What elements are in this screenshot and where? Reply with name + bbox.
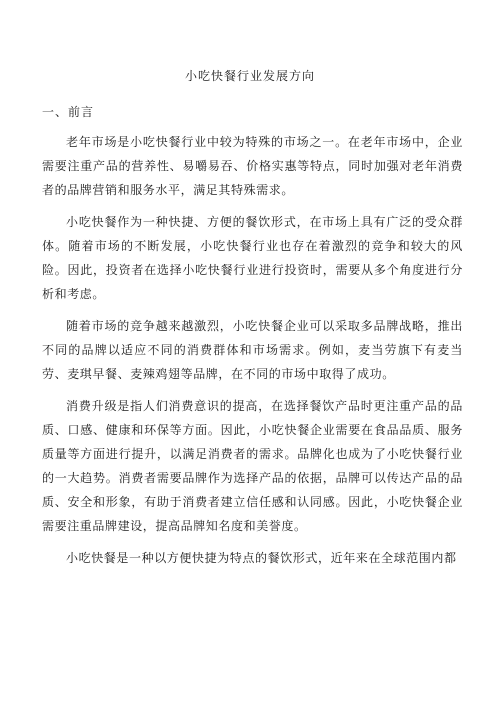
section-heading: 一、前言 — [42, 105, 95, 119]
paragraph: 老年市场是小吃快餐行业中较为特殊的市场之一。在老年市场中，企业需要注重产品的营养性、易嚼易吞、价格实惠等特点，同时加强对老年消费者的品牌营销和服务水平，满足其特殊需求。 — [42, 135, 463, 197]
paragraph: 小吃快餐是一种以方便快捷为特点的餐饮形式，近年来在全球范围内都 — [66, 551, 457, 565]
paragraph: 随着市场的竞争越来越激烈，小吃快餐企业可以采取多品牌战略，推出不同的品牌以适应不同的消费群体和市场需求。例如，麦当劳旗下有麦当劳、麦琪早餐、麦辣鸡翅等品牌，在不同的市场中取得了成功。 — [42, 319, 463, 381]
document-body — [42, 130, 463, 578]
paragraph: 小吃快餐作为一种快捷、方便的餐饮形式，在市场上具有广泛的受众群体。随着市场的不断发展，小吃快餐行业也存在着激烈的竞争和较大的风险。因此，投资者在选择小吃快餐行业进行投资时，需要从多个角度进行分析和考虑。 — [42, 215, 463, 301]
paragraph: 消费升级是指人们消费意识的提高，在选择餐饮产品时更注重产品的品质、口感、健康和环保等方面。因此，小吃快餐企业需要在食品品质、服务质量等方面进行提升，以满足消费者的需求。品牌化也成为了小吃快餐行业的一大趋势。消费者需要品牌作为选择产品的依据，品牌可以传达产品的品质、安全和形象，有助于消费者建立信任感和认同感。因此，小吃快餐企业需要注重品牌建设，提高品牌知名度和美誉度。 — [42, 399, 463, 533]
document-title: 小吃快餐行业发展方向 — [184, 69, 315, 83]
